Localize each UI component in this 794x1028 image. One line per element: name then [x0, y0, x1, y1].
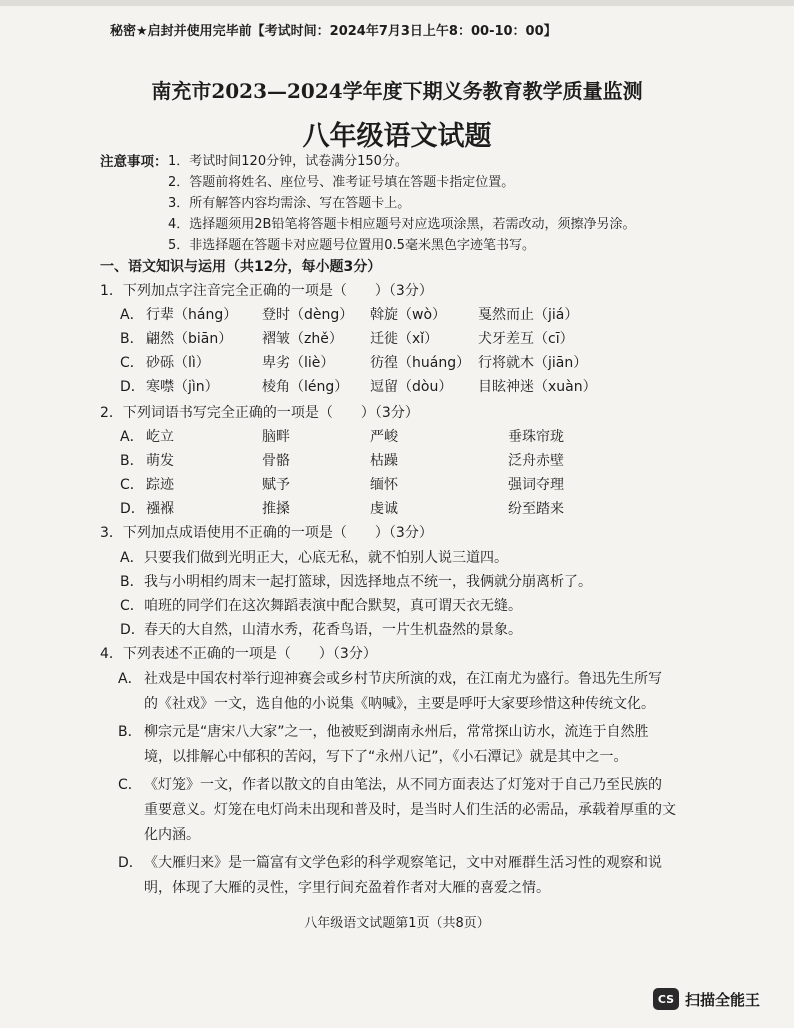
- option-letter: D．: [120, 501, 145, 517]
- option-cell: 屹立: [146, 429, 174, 445]
- option-letter: C．: [118, 777, 142, 793]
- option-cell: 逗留（dòu）: [370, 379, 453, 395]
- option-letter: C．: [120, 477, 144, 493]
- option-cell: 推搡: [262, 501, 290, 517]
- note-item: 2．答题前将姓名、座位号、准考证号填在答题卡指定位置。: [168, 175, 515, 190]
- exam-subject-title: 八年级语文试题: [302, 121, 492, 152]
- option-cell: 缅怀: [370, 477, 398, 493]
- option-cell: 戛然而止（jiá）: [478, 307, 579, 323]
- option-cell: 登时（dèng）: [262, 307, 354, 323]
- option-cell: 目眩神迷（xuàn）: [478, 379, 597, 395]
- option-cell: 强词夺理: [508, 477, 564, 493]
- scanner-app-name: 扫描全能王: [685, 990, 761, 1009]
- option-letter: D．: [118, 855, 143, 871]
- option-letter: B．: [120, 574, 144, 590]
- option-cell: 襁褓: [146, 501, 174, 517]
- scan-edge-shadow: [0, 0, 794, 6]
- option-line: 境，以排解心中郁积的苦闷，写下了“永州八记”，《小石潭记》就是其中之一。: [144, 749, 628, 765]
- option-cell: 骨骼: [262, 453, 290, 469]
- camscanner-logo-icon: CS: [653, 988, 679, 1010]
- note-item: 4．选择题须用2B铅笔将答题卡相应题号对应选项涂黑，若需改动，须擦净另涂。: [168, 217, 636, 232]
- option-cell: 翩然（biān）: [146, 331, 233, 347]
- option-line: 明，体现了大雁的灵性，字里行间充盈着作者对大雁的喜爱之情。: [144, 880, 550, 896]
- option-letter: B．: [120, 453, 144, 469]
- option-letter: B．: [118, 724, 142, 740]
- option-cell: 虔诚: [370, 501, 398, 517]
- option-cell: 纷至踏来: [508, 501, 564, 517]
- option-cell: 犬牙差互（cī）: [478, 331, 574, 347]
- option-letter: A．: [120, 429, 144, 445]
- option-cell: 垂珠帘珑: [508, 429, 564, 445]
- option-cell: 赋予: [262, 477, 290, 493]
- option-text: 我与小明相约周末一起打篮球，因选择地点不统一，我俩就分崩离析了。: [144, 574, 592, 590]
- note-item: 5．非选择题在答题卡对应题号位置用0.5毫米黑色字迹笔书写。: [168, 238, 535, 253]
- option-cell: 彷徨（huáng）: [370, 355, 471, 371]
- option-cell: 砂砾（lì）: [146, 355, 210, 371]
- option-cell: 棱角（léng）: [262, 379, 349, 395]
- option-cell: 斡旋（wò）: [370, 307, 447, 323]
- option-letter: C．: [120, 355, 144, 371]
- option-letter: D．: [120, 622, 145, 638]
- option-cell: 褶皱（zhě）: [262, 331, 343, 347]
- exam-org-title: 南充市2023—2024学年度下期义务教育教学质量监测: [151, 79, 643, 103]
- option-line: 社戏是中国农村举行迎神赛会或乡村节庆所演的戏，在江南尤为盛行。鲁迅先生所写: [144, 671, 662, 687]
- option-letter: A．: [120, 550, 144, 566]
- option-letter: B．: [120, 331, 144, 347]
- option-line: 化内涵。: [144, 827, 200, 843]
- option-text: 咱班的同学们在这次舞蹈表演中配合默契，真可谓天衣无缝。: [144, 598, 522, 614]
- option-cell: 寒噤（jìn）: [146, 379, 219, 395]
- option-line: 柳宗元是“唐宋八大家”之一，他被贬到湖南永州后，常常探山访水，流连于自然胜: [144, 724, 649, 740]
- question-2-stem: 2．下列词语书写完全正确的一项是（ ）（3分）: [100, 405, 419, 421]
- option-letter: A．: [118, 671, 142, 687]
- option-text: 春天的大自然，山清水秀，花香鸟语，一片生机盎然的景象。: [144, 622, 522, 638]
- option-cell: 泛舟赤壁: [508, 453, 564, 469]
- option-line: 的《社戏》一文，选自他的小说集《呐喊》，主要是呼吁大家要珍惜这种传统文化。: [144, 696, 655, 712]
- confidential-notice: 秘密★启封并使用完毕前【考试时间：2024年7月3日上午8：00-10：00】: [110, 24, 557, 39]
- note-item: 1．考试时间120分钟，试卷满分150分。: [168, 154, 408, 169]
- option-cell: 踪迹: [146, 477, 174, 493]
- page-footer: 八年级语文试题第1页（共8页）: [304, 916, 490, 931]
- option-cell: 严峻: [370, 429, 398, 445]
- option-line: 重要意义。灯笼在电灯尚未出现和普及时，是当时人们生活的必需品，承载着厚重的文: [144, 802, 676, 818]
- notes-label: 注意事项：: [100, 154, 168, 170]
- option-cell: 行辈（háng）: [146, 307, 238, 323]
- option-letter: D．: [120, 379, 145, 395]
- section-heading: 一、语文知识与运用（共12分，每小题3分）: [100, 259, 382, 275]
- option-cell: 枯躁: [370, 453, 398, 469]
- option-cell: 萌发: [146, 453, 174, 469]
- option-letter: C．: [120, 598, 144, 614]
- option-cell: 迁徙（xǐ）: [370, 331, 439, 347]
- option-line: 《大雁归来》是一篇富有文学色彩的科学观察笔记，文中对雁群生活习性的观察和说: [144, 855, 662, 871]
- scanner-watermark: [653, 988, 760, 1010]
- question-4-stem: 4．下列表述不正确的一项是（ ）（3分）: [100, 646, 377, 662]
- option-text: 只要我们做到光明正大，心底无私，就不怕别人说三道四。: [144, 550, 508, 566]
- option-cell: 行将就木（jiān）: [478, 355, 588, 371]
- option-letter: A．: [120, 307, 144, 323]
- option-cell: 脑畔: [262, 429, 290, 445]
- question-1-stem: 1．下列加点字注音完全正确的一项是（ ）（3分）: [100, 283, 433, 299]
- option-line: 《灯笼》一文，作者以散文的自由笔法，从不同方面表达了灯笼对于自己乃至民族的: [144, 777, 662, 793]
- option-cell: 卑劣（liè）: [262, 355, 335, 371]
- question-3-stem: 3．下列加点成语使用不正确的一项是（ ）（3分）: [100, 525, 433, 541]
- note-item: 3．所有解答内容均需涂、写在答题卡上。: [168, 196, 411, 211]
